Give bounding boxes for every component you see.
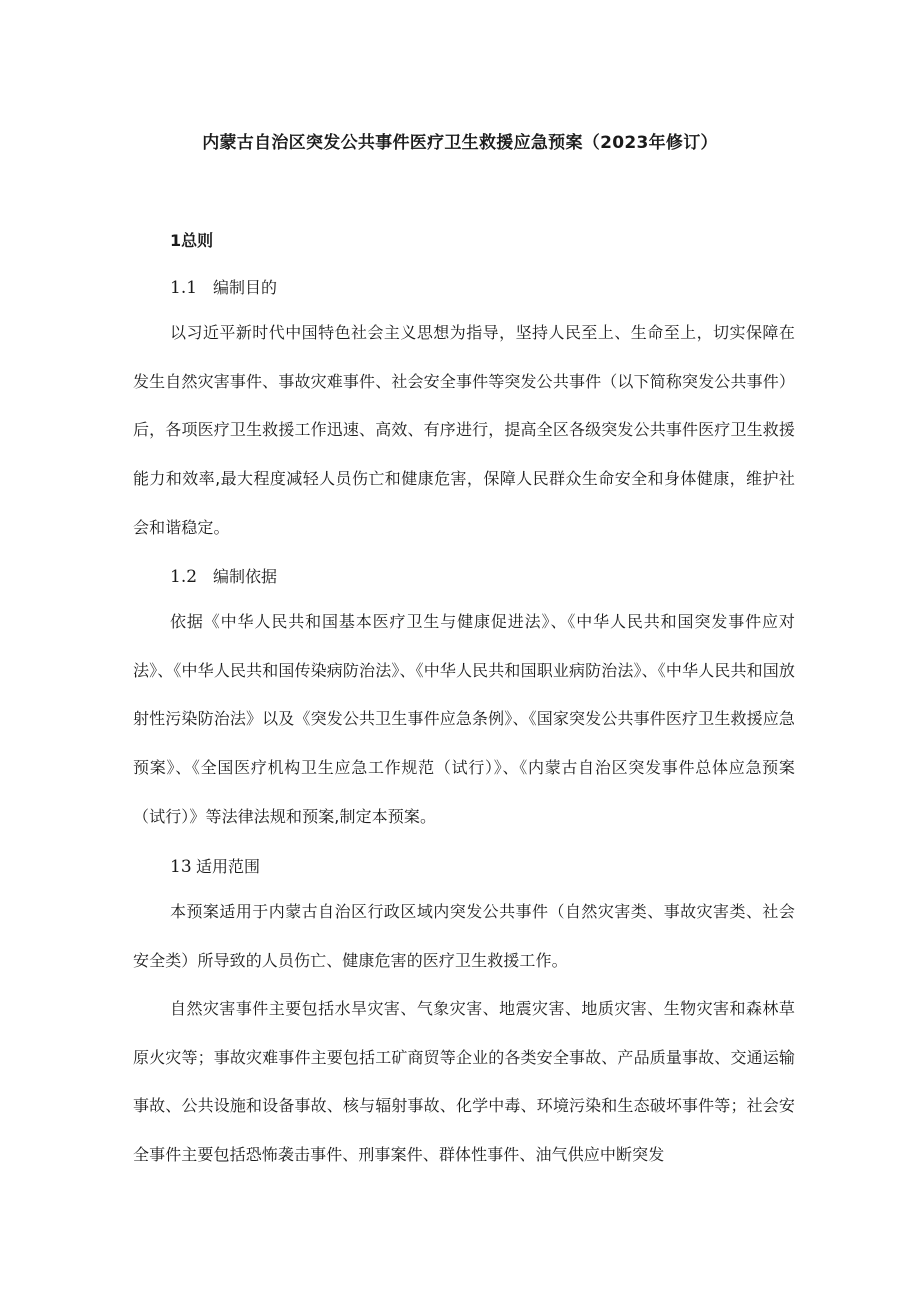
section-heading-1-3 [170,854,260,877]
paragraph-basis: 依据《中华人民共和国基本医疗卫生与健康促进法》、《中华人民共和国突发事件应对法》、《中华人民共和国传染病防治法》、《中华人民共和国职业病防治法》、《中华人民共和国放射性污染防治法》以及《突发公共卫生事件应急条例》、《国家突发公共事件医疗卫生救援应急预案》、《全国医疗机构卫生应急工作规范（试行）》、《内蒙古自治区突发事件总体应急预案（试行）》等法律法规和预案,制定本预案。 [133,612,795,826]
section-heading-1-1 [170,275,277,298]
section-title: 编制依据 [213,567,278,586]
chapter-heading: 1总则 [170,231,214,250]
section-number: 1.1 [170,278,198,298]
paragraph-event-types: 自然灾害事件主要包括水旱灾害、气象灾害、地震灾害、地质灾害、生物灾害和森林草原火灾等；事故灾难事件主要包括工矿商贸等企业的各类安全事故、产品质量事故、交通运输事故、公共设施和设备事故、核与辐射事故、化学中毒、环境污染和生态破坏事件等；社会安全事件主要包括恐怖袭击事件、刑事案件、群体性事件、油气供应中断突发 [133,999,795,1165]
section-number: 1.2 [170,567,198,587]
paragraph-scope: 本预案适用于内蒙古自治区行政区域内突发公共事件（自然灾害类、事故灾害类、社会安全类）所导致的人员伤亡、健康危害的医疗卫生救援工作。 [133,902,795,970]
section-title: 适用范围 [196,857,261,876]
section-heading-1-2 [170,564,277,587]
paragraph-purpose: 以习近平新时代中国特色社会主义思想为指导，坚持人民至上、生命至上，切实保障在发生自然灾害事件、事故灾难事件、社会安全事件等突发公共事件（以下简称突发公共事件）后，各项医疗卫生救援工作迅速、高效、有序进行，提高全区各级突发公共事件医疗卫生救援能力和效率,最大程度减轻人员伤亡和健康危害，保障人民群众生命安全和身体健康，维护社会和谐稳定。 [133,323,795,537]
section-title: 编制目的 [213,278,278,297]
section-number: 13 [170,857,192,877]
document-title: 内蒙古自治区突发公共事件医疗卫生救援应急预案（2023年修订） [202,133,718,153]
